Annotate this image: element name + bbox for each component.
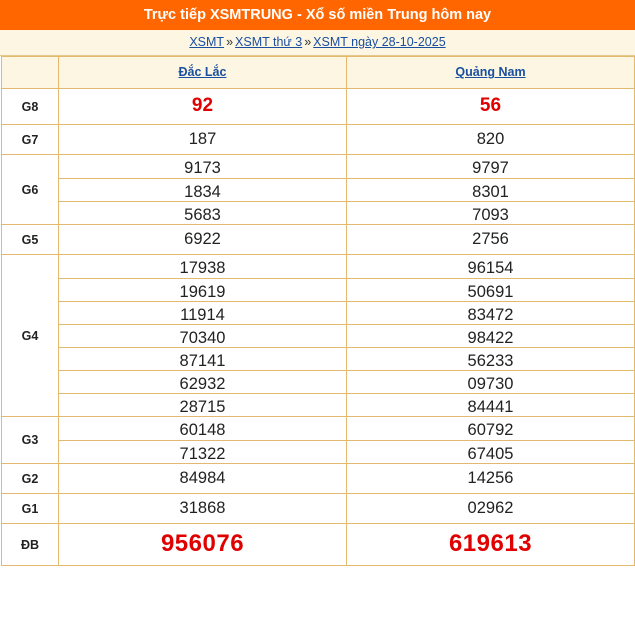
province-link[interactable]: Đắc Lắc <box>178 65 227 80</box>
prize-number: 70340 <box>59 324 346 347</box>
province-link[interactable]: Quảng Nam <box>455 65 526 80</box>
prize-label-g8: G8 <box>2 89 59 125</box>
breadcrumb-link-xsmt-thu3[interactable]: XSMT thứ 3 <box>235 35 303 50</box>
prize-number: 09730 <box>347 370 634 393</box>
prize-numbers-cell: 31868 <box>59 494 347 524</box>
province-header-cell <box>59 57 347 89</box>
table-row <box>2 225 635 255</box>
prize-numbers-cell: 619613 <box>347 524 635 566</box>
province-header-cell <box>347 57 635 89</box>
prize-number: 56233 <box>347 347 634 370</box>
table-row <box>2 125 635 155</box>
prize-label-g7: G7 <box>2 125 59 155</box>
corner-cell <box>2 57 59 89</box>
table-row <box>2 155 635 225</box>
prize-numbers-cell <box>59 255 347 417</box>
province-header-row <box>2 57 635 89</box>
prize-numbers-cell <box>347 155 635 225</box>
prize-number: 28715 <box>59 393 346 416</box>
prize-number: 17938 <box>179 259 226 278</box>
prize-number: 84441 <box>347 393 634 416</box>
prize-number: 71322 <box>59 440 346 463</box>
prize-numbers-cell: 02962 <box>347 494 635 524</box>
prize-number: 60148 <box>179 421 226 440</box>
prize-label-g6: G6 <box>2 155 59 225</box>
prize-label-đb: ĐB <box>2 524 59 566</box>
prize-number: 60792 <box>467 421 514 440</box>
table-row <box>2 494 635 524</box>
prize-numbers-cell <box>59 155 347 225</box>
breadcrumb-link-xsmt-date[interactable]: XSMT ngày 28-10-2025 <box>313 35 446 50</box>
prize-number: 1834 <box>59 178 346 201</box>
number-stack <box>347 155 634 224</box>
prize-number: 87141 <box>59 347 346 370</box>
prize-label-g5: G5 <box>2 225 59 255</box>
prize-number: 5683 <box>59 201 346 224</box>
prize-number: 98422 <box>347 324 634 347</box>
prize-numbers-cell: 84984 <box>59 464 347 494</box>
table-row <box>2 464 635 494</box>
prize-numbers-cell: 6922 <box>59 225 347 255</box>
prize-number: 7093 <box>347 201 634 224</box>
breadcrumb <box>0 30 635 56</box>
prize-numbers-cell: 820 <box>347 125 635 155</box>
prize-numbers-cell: 14256 <box>347 464 635 494</box>
page-title: Trực tiếp XSMTRUNG - Xổ số miền Trung hôm nay <box>0 0 635 30</box>
table-row <box>2 524 635 566</box>
table-row <box>2 255 635 417</box>
prize-number: 67405 <box>347 440 634 463</box>
prize-number: 83472 <box>347 301 634 324</box>
prize-numbers-cell <box>347 417 635 464</box>
prize-label-g4: G4 <box>2 255 59 417</box>
number-stack <box>59 255 346 416</box>
breadcrumb-separator-2: » <box>304 35 312 50</box>
prize-number: 62932 <box>59 370 346 393</box>
prize-number: 19619 <box>59 278 346 301</box>
prize-number: 96154 <box>467 259 514 278</box>
number-stack <box>347 255 634 416</box>
results-table <box>1 56 635 566</box>
prize-numbers-cell <box>59 417 347 464</box>
prize-number: 11914 <box>59 301 346 324</box>
prize-numbers-cell: 56 <box>347 89 635 125</box>
table-row <box>2 89 635 125</box>
number-stack <box>59 155 346 224</box>
prize-numbers-cell: 956076 <box>59 524 347 566</box>
prize-numbers-cell <box>347 255 635 417</box>
breadcrumb-link-xsmt[interactable]: XSMT <box>189 35 225 50</box>
prize-number: 9173 <box>184 159 221 178</box>
prize-number: 50691 <box>347 278 634 301</box>
prize-label-g3: G3 <box>2 417 59 464</box>
prize-numbers-cell: 2756 <box>347 225 635 255</box>
prize-numbers-cell: 187 <box>59 125 347 155</box>
prize-numbers-cell: 92 <box>59 89 347 125</box>
prize-number: 9797 <box>472 159 509 178</box>
table-row <box>2 417 635 464</box>
prize-label-g1: G1 <box>2 494 59 524</box>
prize-number: 8301 <box>347 178 634 201</box>
breadcrumb-separator-1: » <box>226 35 234 50</box>
number-stack <box>347 417 634 463</box>
number-stack <box>59 417 346 463</box>
prize-label-g2: G2 <box>2 464 59 494</box>
